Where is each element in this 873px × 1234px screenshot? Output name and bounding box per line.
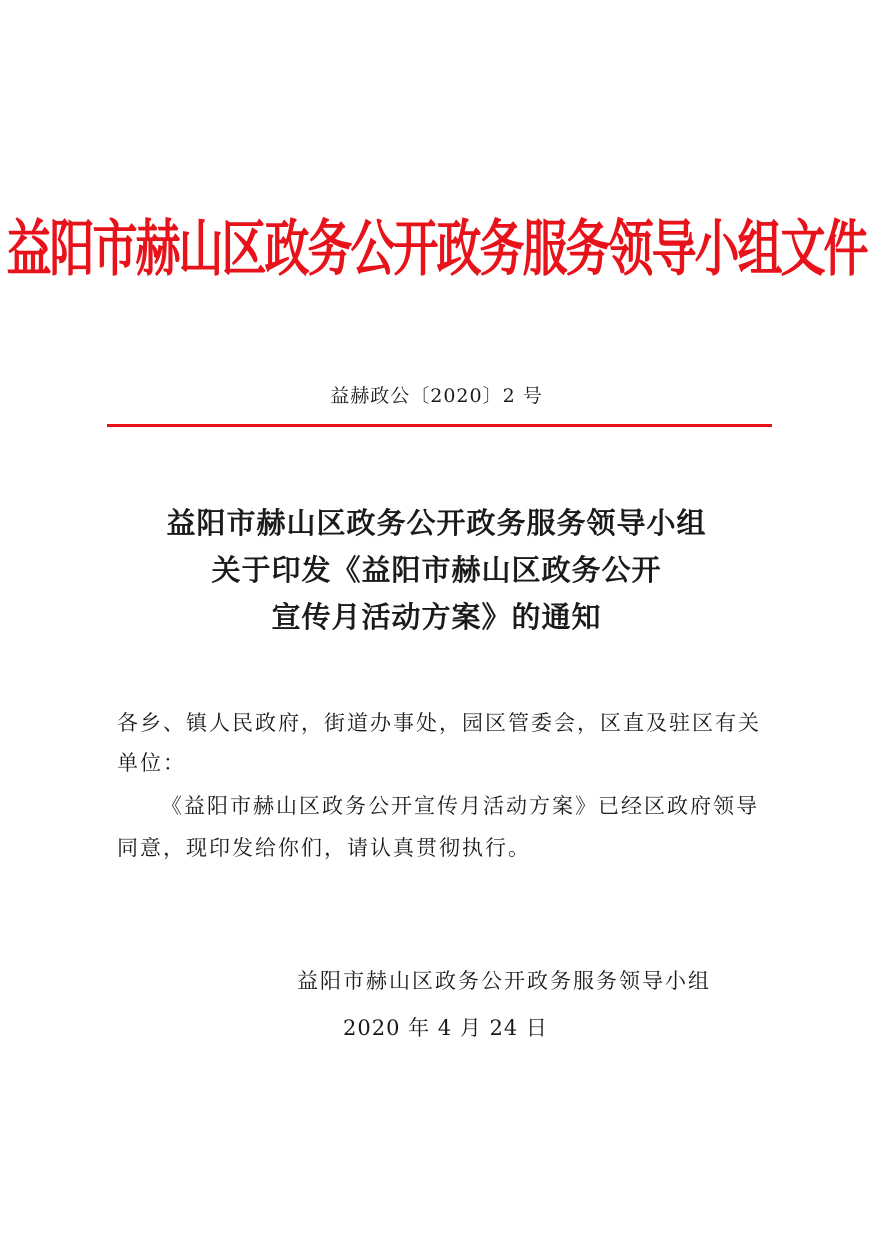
notice-title-line-3: 宣传月活动方案》的通知 xyxy=(271,600,602,634)
notice-title-line-2: 关于印发《益阳市赫山区政务公开 xyxy=(211,553,662,587)
notice-title-line-1: 益阳市赫山区政务公开政务服务领导小组 xyxy=(166,506,707,540)
red-divider-line xyxy=(107,424,772,427)
body-paragraph: 《益阳市赫山区政务公开宣传月活动方案》已经区政府领导同意，现印发给你们，请认真贯彻执行。 xyxy=(117,794,759,860)
document-header-title: 益阳市赫山区政务公开政务服务领导小组文件 xyxy=(6,212,867,285)
document-number: 益赫政公〔2020〕2 号 xyxy=(330,385,543,407)
notice-title xyxy=(0,500,873,641)
addressee-paragraph: 各乡、镇人民政府，街道办事处，园区管委会，区直及驻区有关单位： xyxy=(117,711,761,775)
signature-date: 2020 年 4 月 24 日 xyxy=(343,1016,548,1040)
signature-organization: 益阳市赫山区政务公开政务服务领导小组 xyxy=(297,969,711,993)
